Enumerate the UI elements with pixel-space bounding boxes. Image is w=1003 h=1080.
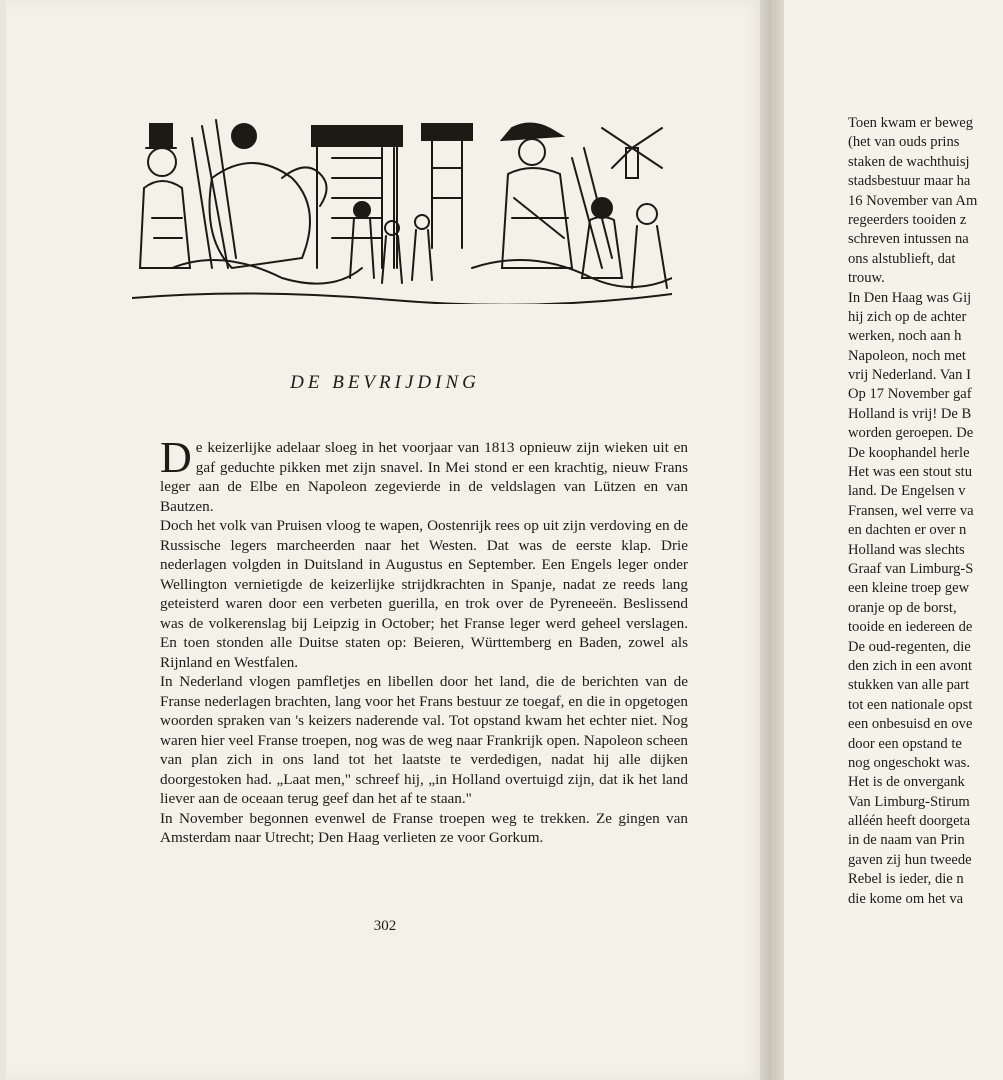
right-page-line: Het is de onvergank	[848, 774, 965, 791]
right-page-text	[848, 114, 1003, 909]
right-page-line: gaven zij hun tweede	[848, 851, 972, 868]
right-page-line: die kome om het va	[848, 890, 964, 907]
right-page-line: Graaf van Limburg-S	[848, 560, 974, 577]
right-page-line: Rebel is ieder, die n	[848, 871, 964, 888]
right-page-line: een kleine troep gew	[848, 580, 970, 597]
right-page-line: Het was een stout stu	[848, 464, 973, 481]
right-page-line: nog ongeschokt was.	[848, 754, 971, 771]
right-page-line: Op 17 November gaf	[848, 386, 972, 403]
right-page-line: trouw.	[848, 270, 885, 287]
right-page-line: De koophandel herle	[848, 444, 970, 461]
right-page-line: hij zich op de achter	[848, 308, 967, 325]
right-page-line: ons alstublieft, dat	[848, 250, 956, 267]
chapter-title: DE BEVRIJDING	[290, 372, 480, 393]
right-page-line: Van Limburg-Stirum	[848, 793, 970, 810]
paragraph-1	[160, 433, 688, 516]
paragraph-3: In Nederland vlogen pamfletjes en libellen door het land, die de berichten van de Franse nederlagen brachten, lang voor het Frans bestuur ze toegaf, en die in opgetogen woorden spraken van 's keizers naderende val. Tot opstand kwam het echter niet. Nog waren hier veel Franse troepen, nog was de weg naar Frankrijk open. Napoleon scheen van plan zich in ons land tot het laatste te verdedigen, nadat hij alle dijken doorgestoken had. „Laat men," schreef hij, „in Holland overtuigd zijn, dat ik het land liever aan de oceaan terug geef dan het af te staan."	[160, 673, 688, 807]
right-page-line: land. De Engelsen v	[848, 483, 966, 500]
right-page-line: werken, noch aan h	[848, 328, 962, 345]
right-page-line: Fransen, wel verre va	[848, 502, 974, 519]
right-page-line: vrij Nederland. Van I	[848, 367, 971, 384]
right-page-line: door een opstand te	[848, 735, 962, 752]
right-page-line: stukken van alle part	[848, 677, 970, 694]
right-page-line: schreven intussen na	[848, 231, 969, 248]
paragraph-2: Doch het volk van Pruisen vloog te wapen, Oostenrijk rees op uit zijn verdoving en de Russische legers marcheerden naar het Westen. Dat was de eerste klap. Drie nederlagen volgden in Duitsland in Augustus en September. Een Engels leger onder Wellington vernietigde de keizerlijke strijdkrachten in Spanje, nadat ze reeds lang geteisterd waren door een verbeten guerilla, en trok over de Pyreneeën. Beslissend was de volkerenslag bij Leipzig in October; het Franse leger werd geheel verslagen. En toen stonden alle Duitse staten op: Beieren, Württemberg en Baden, zowel als Rijnland en Westfalen.	[160, 517, 688, 671]
page-number: 302	[373, 918, 397, 934]
right-page-line: Toen kwam er beweg	[848, 115, 974, 131]
right-page-line: regeerders tooiden z	[848, 211, 967, 228]
right-page-line: een onbesuisd en ove	[848, 716, 973, 733]
battle-illustration	[132, 118, 672, 304]
right-page-line: stadsbestuur maar ha	[848, 173, 971, 190]
right-page-line: Holland was slechts	[848, 541, 965, 558]
right-page-line: oranje op de borst,	[848, 599, 957, 616]
left-page	[6, 0, 764, 1080]
paragraph-1-text: e keizerlijke adelaar sloeg in het voorjaar van 1813 opnieuw zijn wieken uit en gaf geduchte pikken met zijn snavel. In Mei stond er een krachtig, nieuw Frans leger aan de Elbe en Napoleon zegevierde in de veldslagen van Lützen en van Bautzen.	[160, 439, 688, 515]
right-page-line: (het van ouds prins	[848, 134, 960, 151]
right-page-line: tooide en iedereen de	[848, 619, 973, 636]
right-page-line: De oud-regenten, die	[848, 638, 971, 655]
drop-cap: D	[160, 433, 192, 482]
right-page-line: in de naam van Prin	[848, 832, 965, 849]
right-page-line: den zich in een avont	[848, 657, 972, 674]
paragraph-4: In November begonnen evenwel de Franse troepen weg te trekken. Ze gingen van Amsterdam naar Utrecht; Den Haag verlieten ze voor Gorkum.	[160, 809, 688, 846]
right-page-line: In Den Haag was Gij	[848, 289, 972, 306]
right-page-line: alléén heeft doorgeta	[848, 813, 971, 830]
right-page-line: en dachten er over n	[848, 522, 967, 539]
right-page-line: Holland is vrij! De B	[848, 405, 972, 422]
right-page-line: staken de wachthuisj	[848, 153, 970, 170]
chapter-body	[160, 433, 688, 848]
right-page-line: worden geroepen. De	[848, 425, 974, 442]
right-page-line: 16 November van Am	[848, 192, 978, 209]
right-page-line: Napoleon, noch met	[848, 347, 966, 364]
right-page-line: tot een nationale opst	[848, 696, 973, 713]
